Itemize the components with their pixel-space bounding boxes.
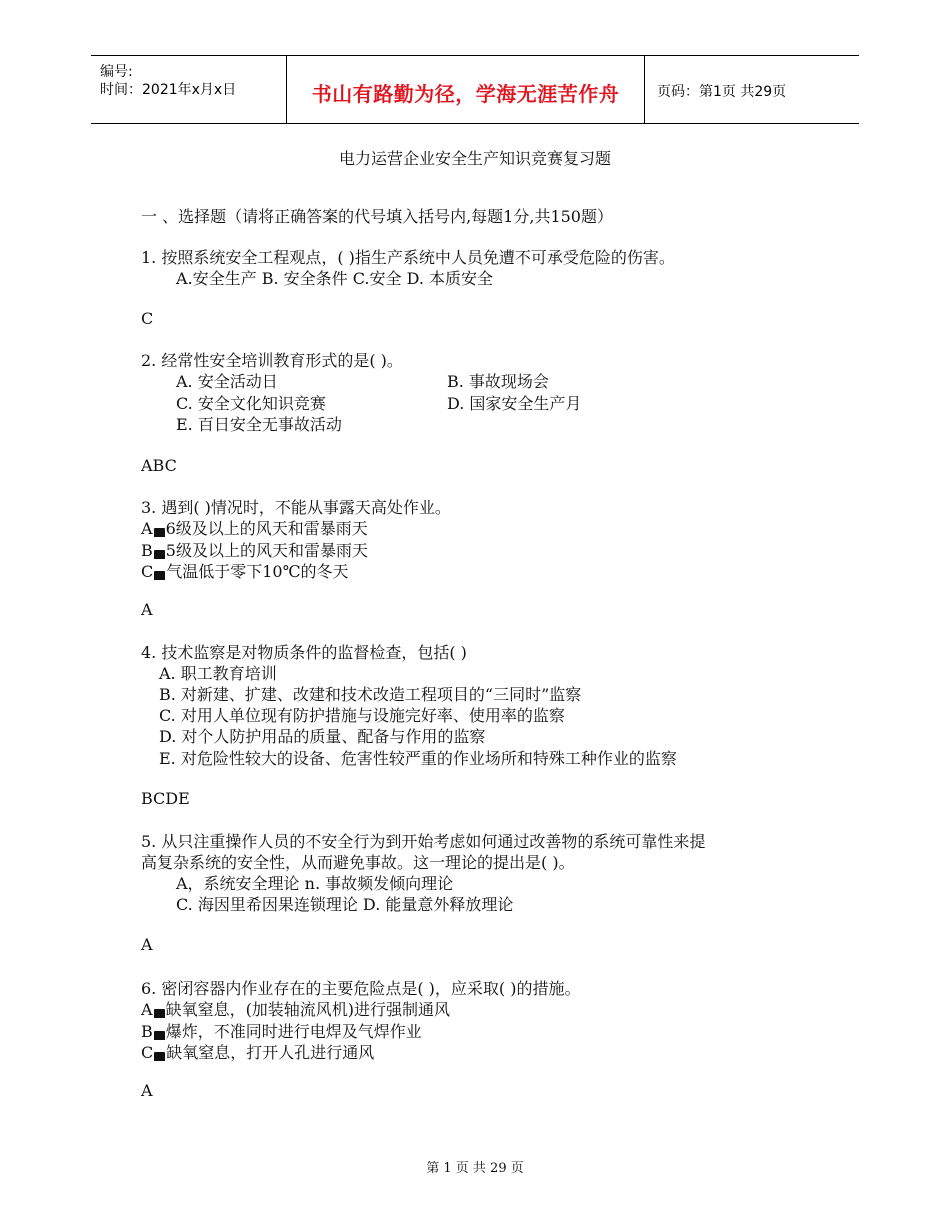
redaction-mark [154, 550, 165, 559]
question-4-option-a: A. 职工教育培训 [159, 664, 277, 683]
header-motto-cell [286, 56, 645, 123]
question-5-options-row-1: A，系统安全理论 n. 事故频发倾向理论 [176, 874, 454, 893]
question-6-option-a [141, 997, 450, 1020]
option-letter: C [141, 1043, 154, 1062]
option-text: 气温低于零下10℃的冬天 [166, 562, 349, 581]
page-footer: 第 1 页 共 29 页 [426, 1161, 524, 1176]
question-4-option-c: C. 对用人单位现有防护措施与设施完好率、使用率的监察 [159, 706, 565, 725]
question-4-answer: BCDE [141, 789, 190, 808]
page-header [91, 55, 859, 124]
option-text: 6级及以上的风天和雷暴雨天 [165, 519, 368, 538]
header-left-cell [91, 56, 286, 123]
option-text: 爆炸，不准同时进行电焊及气焊作业 [165, 1022, 422, 1041]
section-heading: 一 、选择题（请将正确答案的代号填入括号内,每题1分,共150题） [141, 207, 613, 226]
question-6-stem: 6. 密闭容器内作业存在的主要危险点是( )，应采取( )的措施。 [141, 979, 581, 998]
time-label: 时间：2021年x月x日 [100, 82, 237, 98]
question-2-option-c: C. 安全文化知识竞赛 [176, 394, 326, 413]
question-4-stem: 4. 技术监察是对物质条件的监督检查，包括( ) [141, 643, 467, 662]
question-5-stem-continued: 高复杂系统的安全性，从而避免事故。这一理论的提出是( )。 [141, 853, 575, 872]
question-2-option-d: D. 国家安全生产月 [447, 394, 582, 413]
question-5-stem: 5. 从只注重操作人员的不安全行为到开始考虑如何通过改善物的系统可靠性来提 [141, 832, 706, 851]
question-6-option-c [141, 1040, 374, 1063]
question-4-option-b: B. 对新建、扩建、改建和技术改造工程项目的“三同时”监察 [159, 685, 582, 704]
question-4-option-e: E. 对危险性较大的设备、危害性较严重的作业场所和特殊工种作业的监察 [159, 749, 677, 768]
option-text: 5级及以上的风天和雷暴雨天 [165, 541, 368, 560]
question-3-option-b [141, 538, 368, 561]
question-3-answer: A [141, 600, 153, 619]
question-3-stem: 3. 遇到( )情况时，不能从事露天高处作业。 [141, 498, 451, 517]
question-4-option-d: D. 对个人防护用品的质量、配备与作用的监察 [159, 727, 486, 746]
page-label: 页码：第1页 共29页 [657, 84, 787, 100]
number-label: 编号: [100, 64, 133, 80]
option-letter: B [141, 541, 153, 560]
question-3-option-c [141, 559, 349, 582]
question-6-option-b [141, 1019, 422, 1042]
redaction-mark [154, 571, 165, 580]
motto-text: 书山有路勤为径，学海无涯苦作舟 [311, 82, 620, 106]
question-2-option-e: E. 百日安全无事故活动 [176, 415, 342, 434]
document-title: 电力运营企业安全生产知识竞赛复习题 [338, 149, 611, 168]
question-3-option-a [141, 516, 368, 539]
redaction-mark [154, 528, 165, 537]
option-letter: A [141, 1000, 153, 1019]
question-1-answer: C [141, 309, 154, 328]
option-letter: A [141, 519, 153, 538]
question-2-stem: 2. 经常性安全培训教育形式的是( )。 [141, 351, 403, 370]
option-letter: C [141, 562, 154, 581]
question-2-answer: ABC [141, 456, 177, 475]
question-5-options-row-2: C. 海因里希因果连锁理论 D. 能量意外释放理论 [176, 895, 514, 914]
option-letter: B [141, 1022, 153, 1041]
question-1-options: A.安全生产 B. 安全条件 C.安全 D. 本质安全 [176, 269, 494, 288]
redaction-mark [154, 1031, 165, 1040]
header-right-cell [644, 56, 859, 123]
question-5-answer: A [141, 935, 153, 954]
question-2-option-b: B. 事故现场会 [447, 372, 549, 391]
question-2-option-a: A. 安全活动日 [176, 372, 278, 391]
question-6-answer: A [141, 1081, 153, 1100]
redaction-mark [154, 1009, 165, 1018]
option-text: 缺氧窒息，(加装轴流风机)进行强制通风 [165, 1000, 451, 1019]
redaction-mark [154, 1052, 165, 1061]
question-1-stem: 1. 按照系统安全工程观点，( )指生产系统中人员免遭不可承受危险的伤害。 [141, 248, 675, 267]
option-text: 缺氧窒息，打开人孔进行通风 [166, 1043, 375, 1062]
